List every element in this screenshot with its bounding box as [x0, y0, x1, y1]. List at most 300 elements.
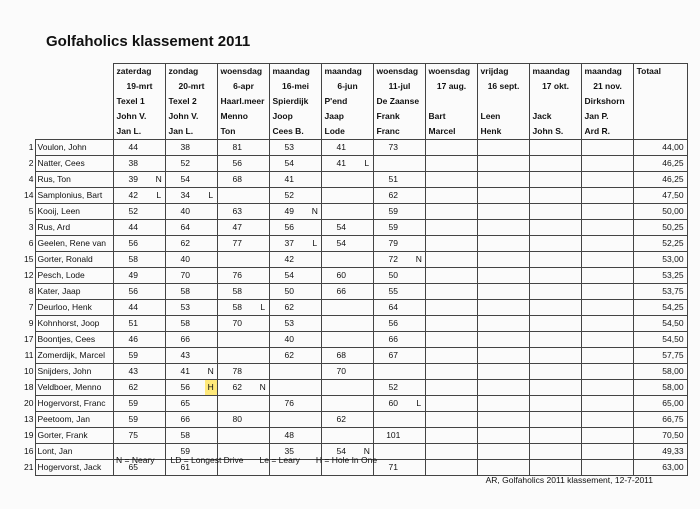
- score-cell: [321, 396, 361, 412]
- event-date: 17 okt.: [529, 79, 581, 94]
- score-cell: 66: [165, 332, 205, 348]
- score-cell: 81: [217, 140, 257, 156]
- score-cell: 42: [269, 252, 309, 268]
- event-org2: Ton: [217, 124, 269, 140]
- score-cell: 58: [113, 252, 153, 268]
- score-cell: [269, 412, 309, 428]
- event-day: woensdag: [217, 64, 269, 80]
- award-flag-empty: [413, 332, 425, 348]
- player-row: [18, 380, 687, 396]
- score-cell: 79: [373, 236, 413, 252]
- player-row: [18, 348, 687, 364]
- score-cell: 52: [269, 188, 309, 204]
- score-cell: 59: [113, 348, 153, 364]
- player-rank: 4: [28, 174, 34, 185]
- award-flag-empty: [205, 140, 217, 156]
- score-cell: [529, 252, 569, 268]
- player-total: 46,25: [633, 172, 687, 188]
- award-flag-empty: [257, 316, 269, 332]
- score-cell: 62: [165, 236, 205, 252]
- score-cell: 41: [165, 364, 205, 380]
- award-flag-empty: [257, 428, 269, 444]
- score-cell: [581, 316, 621, 332]
- player-row: [18, 204, 687, 220]
- score-cell: 76: [269, 396, 309, 412]
- award-flag-empty: [517, 172, 529, 188]
- award-flag: N: [361, 444, 373, 460]
- award-flag-empty: [621, 364, 633, 380]
- award-flag-empty: [569, 444, 581, 460]
- score-cell: 51: [113, 316, 153, 332]
- player-total: 53,25: [633, 268, 687, 284]
- award-flag-empty: [205, 156, 217, 172]
- award-flag-empty: [413, 204, 425, 220]
- award-flag-empty: [309, 300, 321, 316]
- player-name: Voulon, John: [35, 140, 113, 156]
- award-flag-empty: [517, 268, 529, 284]
- award-flag: N: [257, 380, 269, 396]
- award-flag-empty: [621, 172, 633, 188]
- header-spacer: [18, 79, 113, 94]
- award-flag-empty: [153, 220, 165, 236]
- score-cell: 40: [269, 332, 309, 348]
- award-flag-empty: [621, 412, 633, 428]
- award-flag-empty: [309, 140, 321, 156]
- award-flag-empty: [621, 236, 633, 252]
- score-cell: [217, 348, 257, 364]
- award-flag-empty: [621, 300, 633, 316]
- player-row: [18, 156, 687, 172]
- score-cell: 64: [165, 220, 205, 236]
- award-flag-empty: [361, 268, 373, 284]
- score-cell: [425, 444, 465, 460]
- player-total: 50,00: [633, 204, 687, 220]
- score-cell: 77: [217, 236, 257, 252]
- event-org1: Bart: [425, 109, 477, 124]
- player-rank: 2: [28, 158, 34, 169]
- player-total: 54,25: [633, 300, 687, 316]
- score-cell: [477, 332, 517, 348]
- player-row: [18, 268, 687, 284]
- award-flag-empty: [153, 284, 165, 300]
- event-course: [529, 94, 581, 109]
- award-flag-empty: [569, 460, 581, 476]
- event-day: maandag: [269, 64, 321, 80]
- award-flag-empty: [569, 284, 581, 300]
- score-cell: 39: [113, 172, 153, 188]
- score-cell: [581, 300, 621, 316]
- event-date: 6-jun: [321, 79, 373, 94]
- player-name: Gorter, Frank: [35, 428, 113, 444]
- legend-item: N = Neary: [116, 455, 155, 465]
- award-flag-empty: [413, 412, 425, 428]
- award-flag-empty: [621, 284, 633, 300]
- score-cell: 62: [373, 188, 413, 204]
- award-flag-empty: [465, 300, 477, 316]
- award-flag-empty: [205, 204, 217, 220]
- award-flag-empty: [569, 204, 581, 220]
- award-flag-empty: [153, 204, 165, 220]
- score-cell: [425, 332, 465, 348]
- award-flag-empty: [205, 284, 217, 300]
- player-row: [18, 252, 687, 268]
- player-rank: 10: [24, 366, 34, 377]
- award-flag-empty: [621, 332, 633, 348]
- score-cell: 59: [113, 412, 153, 428]
- award-flag-empty: [309, 412, 321, 428]
- score-cell: [477, 444, 517, 460]
- award-flag-empty: [517, 220, 529, 236]
- award-flag-empty: [569, 364, 581, 380]
- event-day: maandag: [529, 64, 581, 80]
- total-header-spacer: [633, 124, 687, 140]
- event-day: woensdag: [373, 64, 425, 80]
- score-cell: 54: [321, 444, 361, 460]
- score-cell: [217, 396, 257, 412]
- award-flag-empty: [569, 252, 581, 268]
- award-flag-empty: [257, 236, 269, 252]
- score-cell: 66: [373, 332, 413, 348]
- award-flag-empty: [257, 412, 269, 428]
- score-cell: [477, 428, 517, 444]
- score-cell: 68: [217, 172, 257, 188]
- score-cell: [477, 156, 517, 172]
- award-flag-empty: [465, 412, 477, 428]
- award-flag-empty: [569, 316, 581, 332]
- award-flag-empty: [517, 236, 529, 252]
- award-flag-empty: [257, 364, 269, 380]
- score-cell: 52: [113, 204, 153, 220]
- event-date: 6-apr: [217, 79, 269, 94]
- event-org1: Jan P.: [581, 109, 633, 124]
- score-cell: [477, 268, 517, 284]
- event-day: zaterdag: [113, 64, 165, 80]
- event-date: 11-jul: [373, 79, 425, 94]
- player-rank: 11: [24, 350, 34, 361]
- event-date: 16-mei: [269, 79, 321, 94]
- score-cell: 68: [321, 348, 361, 364]
- score-cell: [477, 300, 517, 316]
- score-cell: 49: [113, 268, 153, 284]
- award-flag-empty: [361, 188, 373, 204]
- score-cell: [217, 188, 257, 204]
- score-cell: 67: [373, 348, 413, 364]
- award-flag-empty: [621, 204, 633, 220]
- award-flag-empty: [257, 252, 269, 268]
- score-cell: 73: [373, 140, 413, 156]
- score-cell: [477, 204, 517, 220]
- award-flag-empty: [465, 364, 477, 380]
- player-name: Hogervorst, Franc: [35, 396, 113, 412]
- score-cell: [425, 284, 465, 300]
- player-total: 49,33: [633, 444, 687, 460]
- player-name: Kohnhorst, Joop: [35, 316, 113, 332]
- award-flag-empty: [517, 156, 529, 172]
- score-cell: 40: [165, 204, 205, 220]
- score-cell: 70: [217, 316, 257, 332]
- player-total: 58,00: [633, 380, 687, 396]
- award-flag-empty: [465, 188, 477, 204]
- score-cell: [529, 428, 569, 444]
- award-flag-empty: [413, 140, 425, 156]
- player-rank: 7: [28, 302, 34, 313]
- score-cell: 59: [165, 444, 205, 460]
- score-cell: 43: [113, 364, 153, 380]
- event-org2: Franc: [373, 124, 425, 140]
- award-flag-empty: [569, 300, 581, 316]
- award-flag-empty: [621, 396, 633, 412]
- award-flag-empty: [465, 172, 477, 188]
- score-cell: [321, 428, 361, 444]
- score-cell: 40: [165, 252, 205, 268]
- award-flag-empty: [361, 380, 373, 396]
- event-date: 16 sept.: [477, 79, 529, 94]
- score-cell: [425, 364, 465, 380]
- award-flag-empty: [413, 428, 425, 444]
- award-flag-empty: [465, 444, 477, 460]
- score-cell: [425, 172, 465, 188]
- award-flag-empty: [465, 460, 477, 476]
- score-cell: 56: [113, 236, 153, 252]
- total-header-spacer: [633, 109, 687, 124]
- award-flag-empty: [309, 188, 321, 204]
- player-name: Boontjes, Cees: [35, 332, 113, 348]
- score-cell: [581, 220, 621, 236]
- score-cell: 54: [165, 172, 205, 188]
- award-flag-empty: [517, 332, 529, 348]
- award-flag-empty: [465, 332, 477, 348]
- score-cell: 65: [113, 460, 153, 476]
- score-cell: [425, 252, 465, 268]
- score-cell: 54: [321, 220, 361, 236]
- score-cell: [425, 268, 465, 284]
- score-cell: 66: [165, 412, 205, 428]
- award-flag-empty: [569, 348, 581, 364]
- score-cell: 80: [217, 412, 257, 428]
- award-flag-empty: [413, 380, 425, 396]
- score-cell: [529, 172, 569, 188]
- award-flag-empty: [153, 140, 165, 156]
- player-name: Hogervorst, Jack: [35, 460, 113, 476]
- award-flag-empty: [621, 348, 633, 364]
- score-cell: 62: [269, 348, 309, 364]
- header-row-day: [18, 64, 687, 80]
- score-cell: [581, 236, 621, 252]
- player-row: [18, 220, 687, 236]
- score-cell: 50: [269, 284, 309, 300]
- score-cell: [529, 396, 569, 412]
- award-flag-empty: [257, 268, 269, 284]
- event-course: Texel 2: [165, 94, 217, 109]
- score-cell: 65: [165, 396, 205, 412]
- award-flag-empty: [309, 428, 321, 444]
- award-flag-empty: [413, 156, 425, 172]
- score-cell: [269, 380, 309, 396]
- event-course: Haarl.meer: [217, 94, 269, 109]
- award-flag-empty: [361, 316, 373, 332]
- player-total: 66,75: [633, 412, 687, 428]
- player-rank: 9: [28, 318, 34, 329]
- player-name: Deurloo, Henk: [35, 300, 113, 316]
- score-cell: 46: [113, 332, 153, 348]
- header-spacer: [18, 124, 113, 140]
- player-total: 63,00: [633, 460, 687, 476]
- footer-note: AR, Golfaholics 2011 klassement, 12-7-2011: [485, 475, 653, 485]
- award-flag-empty: [621, 156, 633, 172]
- score-cell: 51: [373, 172, 413, 188]
- award-flag-empty: [153, 252, 165, 268]
- award-flag-empty: [569, 236, 581, 252]
- score-cell: [321, 172, 361, 188]
- award-flag-empty: [361, 172, 373, 188]
- player-row: [18, 396, 687, 412]
- score-cell: [425, 188, 465, 204]
- award-flag-empty: [517, 284, 529, 300]
- score-cell: 53: [165, 300, 205, 316]
- score-cell: 101: [373, 428, 413, 444]
- award-flag-empty: [361, 396, 373, 412]
- award-flag-empty: [413, 188, 425, 204]
- award-flag-empty: [361, 220, 373, 236]
- event-day: maandag: [581, 64, 633, 80]
- score-cell: 41: [321, 156, 361, 172]
- award-flag-empty: [257, 172, 269, 188]
- award-flag-empty: [361, 428, 373, 444]
- award-flag-empty: [361, 412, 373, 428]
- score-cell: [425, 396, 465, 412]
- award-flag-empty: [205, 396, 217, 412]
- award-flag-empty: [569, 140, 581, 156]
- score-cell: [321, 252, 361, 268]
- award-flag-empty: [153, 396, 165, 412]
- score-cell: 38: [165, 140, 205, 156]
- award-flag-empty: [309, 396, 321, 412]
- player-rank: 21: [24, 462, 34, 473]
- award-flag-empty: [257, 188, 269, 204]
- award-flag-empty: [517, 140, 529, 156]
- score-cell: [581, 412, 621, 428]
- player-name: Gorter, Ronald: [35, 252, 113, 268]
- score-cell: 42: [113, 188, 153, 204]
- award-flag-empty: [569, 188, 581, 204]
- award-flag-empty: [517, 364, 529, 380]
- award-flag-empty: [257, 220, 269, 236]
- player-rank: 20: [24, 398, 34, 409]
- award-flag-empty: [205, 332, 217, 348]
- score-cell: 41: [269, 172, 309, 188]
- score-cell: [321, 316, 361, 332]
- award-flag-empty: [621, 268, 633, 284]
- award-flag-empty: [465, 204, 477, 220]
- score-cell: [581, 172, 621, 188]
- score-cell: 44: [113, 300, 153, 316]
- award-flag: L: [257, 300, 269, 316]
- player-name: Lont, Jan: [35, 444, 113, 460]
- award-flag-empty: [465, 140, 477, 156]
- award-flag-empty: [309, 172, 321, 188]
- header-spacer: [18, 94, 113, 109]
- award-flag-empty: [465, 380, 477, 396]
- award-flag-empty: [465, 396, 477, 412]
- award-flag-empty: [153, 236, 165, 252]
- score-cell: 56: [113, 284, 153, 300]
- header-row-date: [18, 79, 687, 94]
- score-cell: [529, 316, 569, 332]
- score-cell: 63: [217, 204, 257, 220]
- total-header-spacer: [633, 79, 687, 94]
- score-cell: 55: [373, 284, 413, 300]
- score-cell: 62: [321, 412, 361, 428]
- score-cell: 56: [269, 220, 309, 236]
- award-flag-empty: [413, 444, 425, 460]
- award-flag-empty: [257, 156, 269, 172]
- award-flag-empty: [517, 348, 529, 364]
- player-name: Samplonius, Bart: [35, 188, 113, 204]
- player-row: [18, 236, 687, 252]
- score-cell: 78: [217, 364, 257, 380]
- award-flag-empty: [309, 348, 321, 364]
- event-org2: Ard R.: [581, 124, 633, 140]
- header-row-org2: [18, 124, 687, 140]
- award-flag-empty: [257, 348, 269, 364]
- score-cell: 34: [165, 188, 205, 204]
- award-flag-empty: [153, 364, 165, 380]
- award-flag-empty: [309, 380, 321, 396]
- score-cell: [269, 364, 309, 380]
- score-cell: 70: [165, 268, 205, 284]
- award-flag-empty: [569, 412, 581, 428]
- player-name: Rus, Ton: [35, 172, 113, 188]
- legend: [116, 455, 393, 465]
- award-flag-empty: [413, 236, 425, 252]
- score-cell: [529, 380, 569, 396]
- score-cell: 58: [217, 300, 257, 316]
- score-cell: [425, 236, 465, 252]
- score-cell: [529, 268, 569, 284]
- score-cell: 50: [373, 268, 413, 284]
- award-flag-empty: [361, 364, 373, 380]
- score-cell: 47: [217, 220, 257, 236]
- award-flag-empty: [413, 268, 425, 284]
- award-flag-empty: [361, 236, 373, 252]
- score-cell: 58: [165, 428, 205, 444]
- total-header: Totaal: [633, 64, 687, 80]
- player-total: 47,50: [633, 188, 687, 204]
- score-cell: [321, 332, 361, 348]
- award-flag-empty: [517, 412, 529, 428]
- score-cell: [425, 348, 465, 364]
- score-cell: 52: [373, 380, 413, 396]
- score-cell: 44: [113, 140, 153, 156]
- score-cell: [581, 252, 621, 268]
- award-flag-empty: [257, 332, 269, 348]
- award-flag: L: [205, 188, 217, 204]
- score-cell: 62: [269, 300, 309, 316]
- score-cell: [373, 412, 413, 428]
- award-flag-empty: [517, 444, 529, 460]
- player-row: [18, 300, 687, 316]
- score-cell: 59: [373, 220, 413, 236]
- event-course: Spierdijk: [269, 94, 321, 109]
- event-day: maandag: [321, 64, 373, 80]
- player-total: 54,50: [633, 316, 687, 332]
- player-rank: 12: [24, 270, 34, 281]
- award-flag-empty: [205, 220, 217, 236]
- event-date: 20-mrt: [165, 79, 217, 94]
- score-cell: [581, 156, 621, 172]
- event-day: vrijdag: [477, 64, 529, 80]
- score-cell: 54: [269, 156, 309, 172]
